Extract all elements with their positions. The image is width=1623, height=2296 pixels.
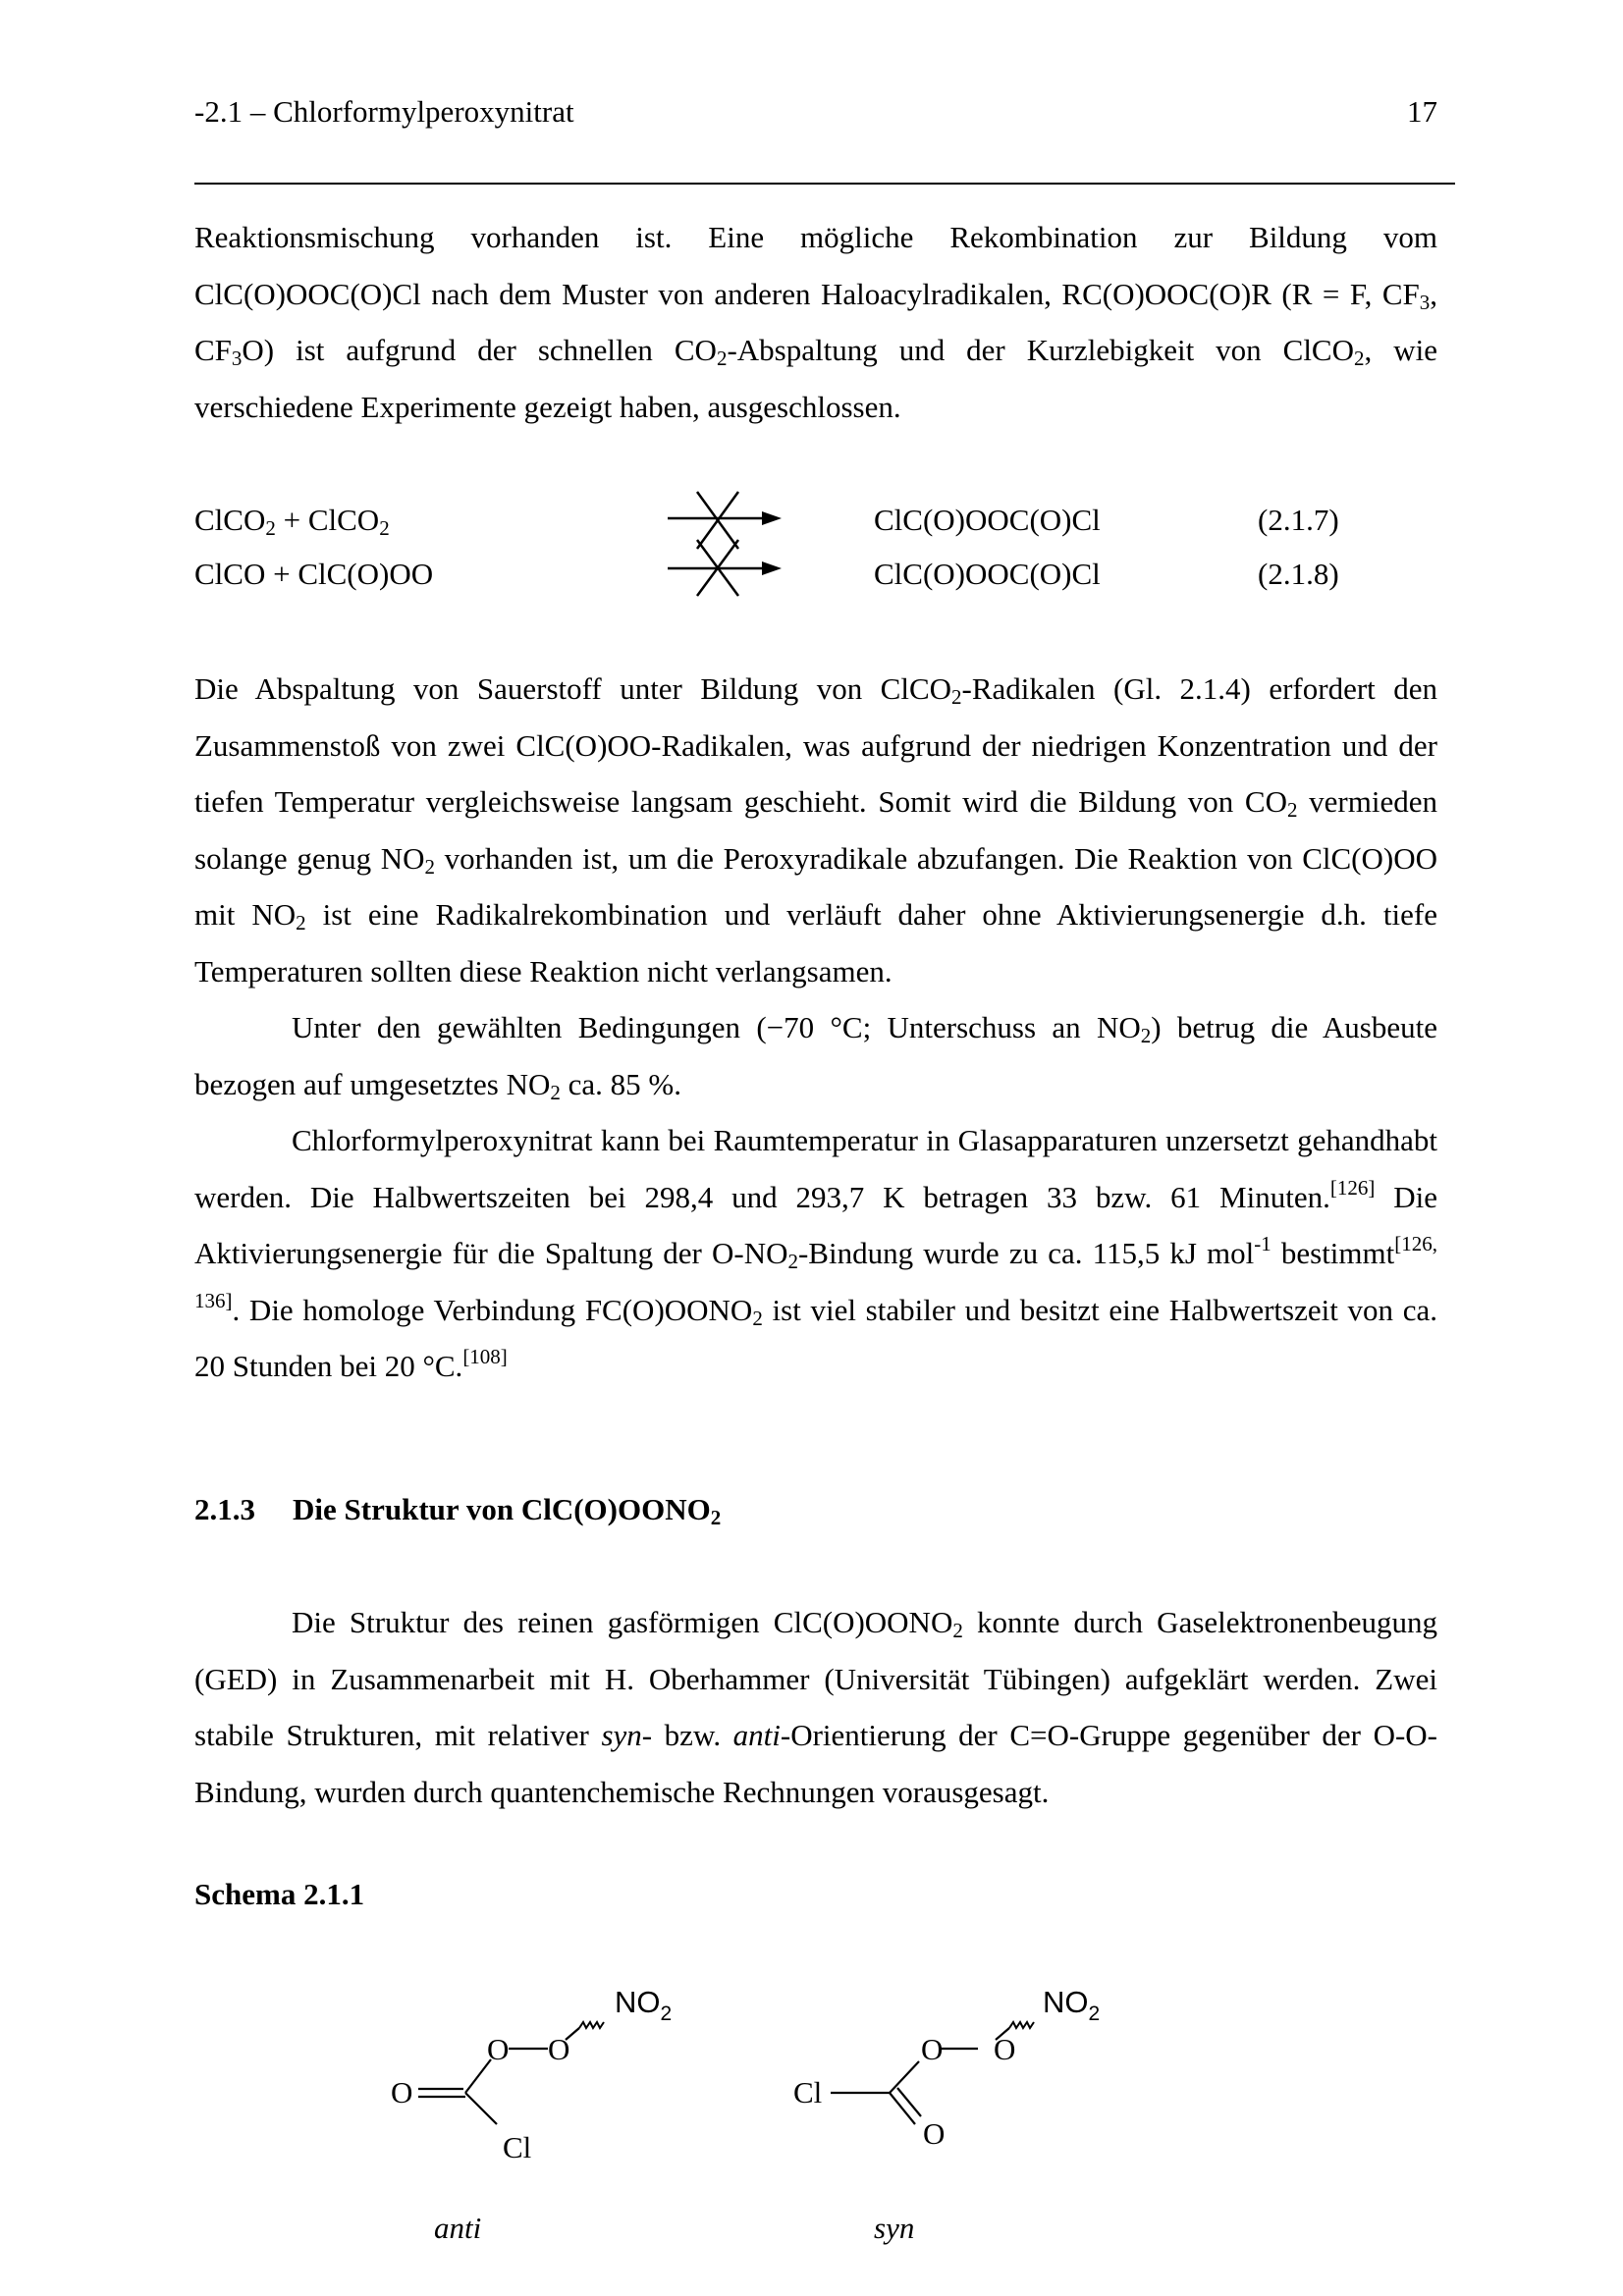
paragraph-2: Die Abspaltung von Sauerstoff unter Bildung von ClCO$_2$-Radikalen (Gl. 2.1.4) erfordert den Zusammenstoß von zwei ClC(O)OO-Radikalen, was aufgrund der niedrigen Konzentration und der tiefen Temperatur vergleichsweise langsam geschieht. Somit wird die Bildung von $CO_2$ vermieden solange genug $NO_2$ vorhanden ist, um die Peroxyradikale abzufangen. Die Reaktion von ClC(O)OO mit $NO_2$ ist eine Radikalrekombination und verläuft daher ohne Aktivierungsenergie d.h. tiefe Temperaturen sollten diese Reaktion nicht verlangsamen. bbox=[194, 671, 1437, 988]
paragraph-1: Reaktionsmischung vorhanden ist. Eine mögliche Rekombination zur Bildung vom ClC(O)OOC(O)Cl nach dem Muster von anderen Haloacylradikalen, RC(O)OOC(O)R (R = F, $CF_3$, $CF_3O$) ist aufgrund der schnellen $CO_2$-Abspaltung und der Kurzlebigkeit von ClCO$_2$, wie verschiedene Experimente gezeigt haben, ausgeschlossen. bbox=[194, 220, 1437, 424]
equation-number: (2.1.7) bbox=[1258, 503, 1339, 537]
anti-no2: $NO_2$ bbox=[615, 1985, 673, 2025]
paragraph-5: Die Struktur des reinen gasförmigen $ClC(O)OONO_2$ konnte durch Gaselektronenbeugung (GED) in Zusammenarbeit mit H. Oberhammer (Universität Tübingen) aufgeklärt werden. Zwei stabile Strukturen, mit relativer syn- bzw. anti-Orientierung der C=O-Gruppe gegenüber der O-O-Bindung, wurden durch quantenchemische Rechnungen vorausgesagt. bbox=[194, 1605, 1437, 1809]
page-header bbox=[194, 94, 1437, 137]
reaction-reactants: ClCO$_2$ + ClCO$_2$ bbox=[194, 503, 390, 540]
syn-no2: $NO_2$ bbox=[1043, 1985, 1101, 2025]
reaction-reactants: ClCO + ClC(O)OO bbox=[194, 557, 434, 591]
paragraph-3: Unter den gewählten Bedingungen (−70 °C; Unterschuss an $NO_2$) betrug die Ausbeute bezogen auf umgesetztes $NO_2$ ca. 85 %. bbox=[194, 1010, 1438, 1104]
syn-atom-cl: Cl bbox=[793, 2075, 823, 2109]
anti-structure bbox=[383, 1963, 707, 2179]
syn-atom-o-carbonyl: O bbox=[923, 2116, 946, 2151]
reaction-product: ClC(O)OOC(O)Cl bbox=[874, 503, 1101, 537]
citation-108: [108] bbox=[462, 1345, 508, 1369]
syn-atom-o2: O bbox=[994, 2032, 1016, 2066]
equation-number: (2.1.8) bbox=[1258, 557, 1339, 591]
header-rule bbox=[194, 183, 1455, 185]
reaction-product: ClC(O)OOC(O)Cl bbox=[874, 557, 1101, 591]
crossed-arrows-icon bbox=[658, 486, 785, 604]
running-title: -2.1 – Chlorformylperoxynitrat bbox=[194, 94, 574, 129]
section-title: Die Struktur von ClC(O)OONO bbox=[293, 1492, 711, 1526]
section-number: 2.1.3 bbox=[194, 1492, 255, 1526]
anti-atom-cl: Cl bbox=[503, 2130, 532, 2164]
scheme-label: Schema 2.1.1 bbox=[194, 1877, 365, 1911]
anti-atom-o1: O bbox=[487, 2032, 510, 2066]
syn-structure bbox=[785, 1963, 1129, 2179]
anti-atom-o2: O bbox=[548, 2032, 570, 2066]
syn-atom-o1: O bbox=[921, 2032, 944, 2066]
citation-126-136: [126, 136] bbox=[194, 1232, 1438, 1312]
syn-label: syn bbox=[874, 2211, 915, 2245]
anti-label: anti bbox=[434, 2211, 482, 2245]
citation-126: [126] bbox=[1329, 1175, 1376, 1200]
paragraph-4: Chlorformylperoxynitrat kann bei Raumtemperatur in Glasapparaturen unzersetzt gehandhabt werden. Die Halbwertszeiten bei 298,4 und 293,7 K betragen 33 bzw. 61 Minuten.[126] Die Aktivierungsenergie für die Spaltung der $O-NO_2$-Bindung wurde zu ca. 115,5 kJ mol$^{-1}$ bestimmt[126, 136]. Die homologe Verbindung $FC(O)OONO_2$ ist viel stabiler und besitzt eine Halbwertszeit von ca. 20 Stunden bei 20 °C.[108] bbox=[194, 1123, 1438, 1384]
anti-atom-o-carbonyl: O bbox=[391, 2075, 413, 2109]
section-heading: 2.1.3 Die Struktur von $ClC(O)OONO_2$ bbox=[194, 1492, 722, 1529]
page-number: 17 bbox=[1407, 94, 1437, 129]
